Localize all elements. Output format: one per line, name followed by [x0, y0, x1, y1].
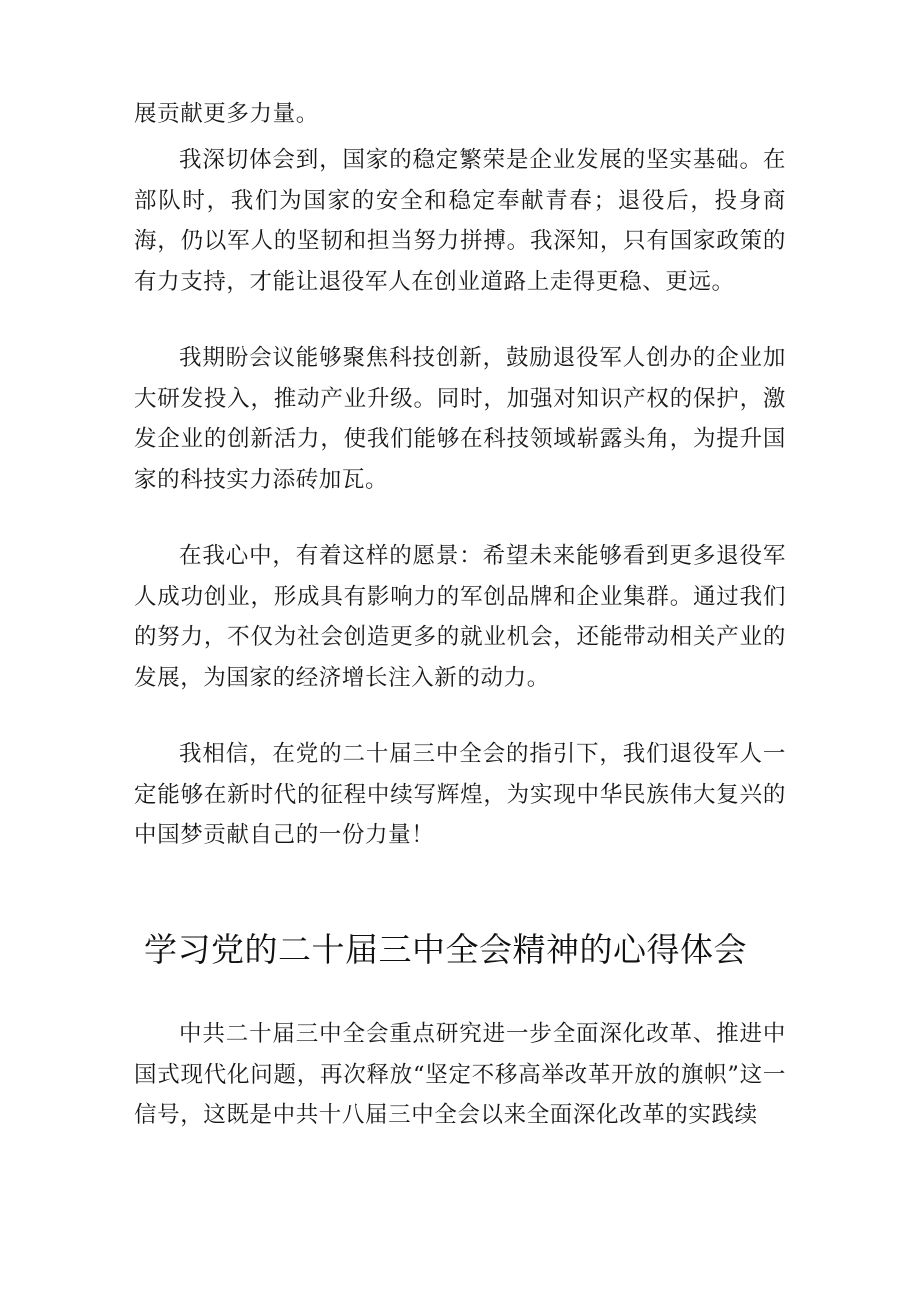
paragraph-vision: 在我心中，有着这样的愿景：希望未来能够看到更多退役军人成功创业，形成具有影响力的军创品牌和企业集群。通过我们的努力，不仅为社会创造更多的就业机会，还能带动相关产业的发展，为国家的经济增长注入新的动力。	[134, 543, 786, 691]
section-paragraph: 中共二十届三中全会重点研究进一步全面深化改革、推进中国式现代化问题，再次释放“坚定不移高举改革开放的旗帜”这一信号，这既是中共十八届三中全会以来全面深化改革的实践续	[134, 1021, 786, 1128]
section-heading: 学习党的二十届三中全会精神的心得体会	[144, 930, 747, 969]
paragraph-stability: 我深切体会到，国家的稳定繁荣是企业发展的坚实基础。在部队时，我们为国家的安全和稳定奉献青春；退役后，投身商海，仍以军人的坚韧和担当努力拼搏。我深知，只有国家政策的有力支持，才能让退役军人在创业道路上走得更稳、更远。	[134, 147, 786, 295]
paragraph-belief: 我相信，在党的二十届三中全会的指引下，我们退役军人一定能够在新时代的征程中续写辉煌，为实现中华民族伟大复兴的中国梦贡献自己的一份力量！	[134, 741, 786, 848]
paragraph-innovation: 我期盼会议能够聚焦科技创新，鼓励退役军人创办的企业加大研发投入，推动产业升级。同时，加强对知识产权的保护，激发企业的创新活力，使我们能够在科技领域崭露头角，为提升国家的科技实力添砖加瓦。	[134, 345, 786, 493]
continued-paragraph: 展贡献更多力量。	[134, 101, 319, 127]
